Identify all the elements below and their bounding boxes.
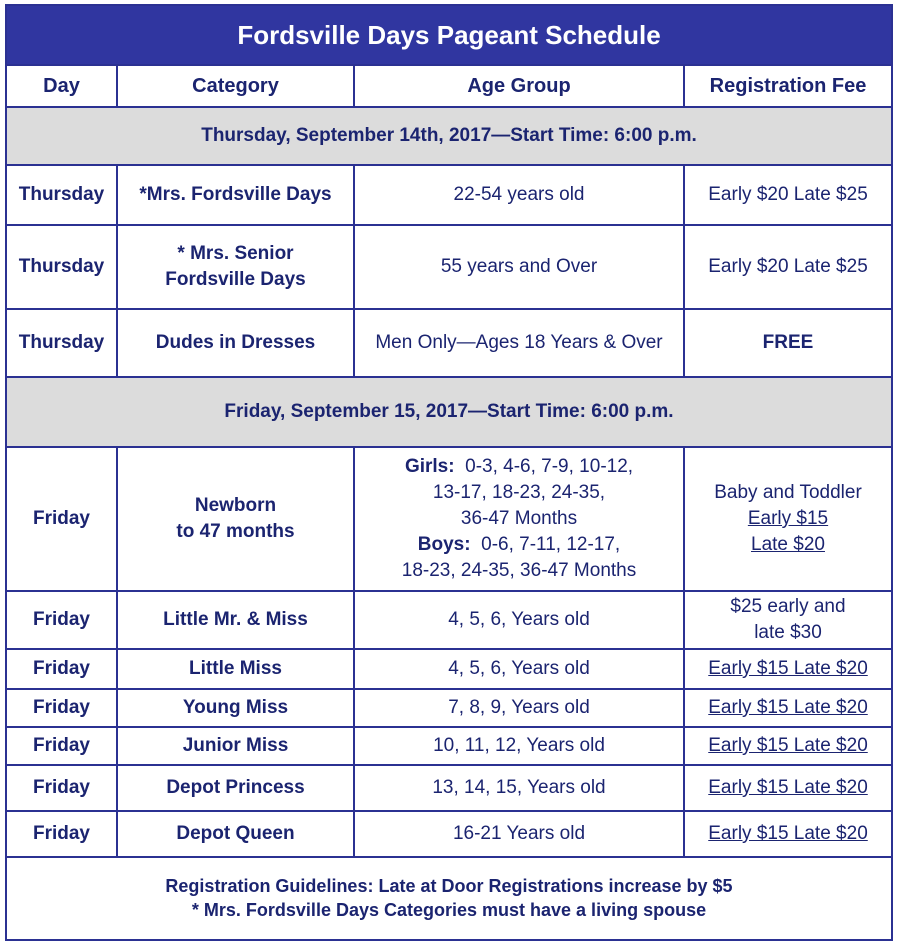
girls-line: 13-17, 18-23, 24-35,	[432, 482, 606, 503]
table-row	[7, 309, 891, 377]
fee-cell: Early $20 Late $25	[684, 225, 891, 309]
fee-cell: Early $15 Late $20	[684, 811, 891, 857]
age-cell: 16-21 Years old	[354, 811, 684, 857]
fee-cell	[684, 591, 891, 649]
category-cell: Depot Queen	[117, 811, 354, 857]
header-registration-fee: Registration Fee	[684, 65, 891, 107]
category-cell: Dudes in Dresses	[117, 309, 354, 377]
age-cell: 22-54 years old	[354, 165, 684, 225]
age-cell: 7, 8, 9, Years old	[354, 689, 684, 727]
friday-band: Friday, September 15, 2017—Start Time: 6:00 p.m.	[7, 377, 891, 447]
boys-line: 18-23, 24-35, 36-47 Months	[401, 560, 637, 581]
table-row	[7, 811, 891, 857]
category-cell: Young Miss	[117, 689, 354, 727]
fee-cell: Early $15 Late $20	[684, 765, 891, 811]
age-cell: 55 years and Over	[354, 225, 684, 309]
schedule-table	[7, 6, 891, 938]
age-cell: 4, 5, 6, Years old	[354, 591, 684, 649]
category-line: Newborn	[194, 495, 277, 516]
fee-cell: Early $15 Late $20	[684, 727, 891, 765]
thursday-band: Thursday, September 14th, 2017—Start Time: 6:00 p.m.	[7, 107, 891, 165]
age-cell: 13, 14, 15, Years old	[354, 765, 684, 811]
category-cell: Depot Princess	[117, 765, 354, 811]
day-cell: Friday	[7, 591, 117, 649]
table-row	[7, 225, 891, 309]
girls-ages: 0-3, 4-6, 7-9, 10-12,	[465, 456, 634, 477]
day-cell: Friday	[7, 727, 117, 765]
girls-line	[359, 454, 679, 480]
table-row	[7, 727, 891, 765]
page-title: Fordsville Days Pageant Schedule	[7, 6, 891, 65]
category-line: * Mrs. Senior	[177, 243, 294, 264]
header-age-group: Age Group	[354, 65, 684, 107]
header-category: Category	[117, 65, 354, 107]
day-cell: Friday	[7, 447, 117, 591]
thursday-band-row	[7, 107, 891, 165]
fee-line: Late $20	[751, 534, 825, 555]
age-cell: Men Only—Ages 18 Years & Over	[354, 309, 684, 377]
registration-guidelines	[7, 857, 891, 938]
fee-line: Baby and Toddler	[714, 482, 862, 503]
title-row	[7, 6, 891, 65]
fee-cell: FREE	[684, 309, 891, 377]
fee-line: $25 early and	[730, 596, 846, 617]
header-day: Day	[7, 65, 117, 107]
fee-cell: Early $15 Late $20	[684, 649, 891, 689]
girls-label: Girls:	[404, 456, 455, 477]
fee-line: late $30	[754, 622, 822, 643]
fee-line: Early $15	[747, 508, 829, 529]
category-cell: Junior Miss	[117, 727, 354, 765]
day-cell: Friday	[7, 649, 117, 689]
category-cell: *Mrs. Fordsville Days	[117, 165, 354, 225]
footer-row	[7, 857, 891, 938]
age-cell: 4, 5, 6, Years old	[354, 649, 684, 689]
age-cell: 10, 11, 12, Years old	[354, 727, 684, 765]
table-row	[7, 649, 891, 689]
boys-label: Boys:	[417, 534, 471, 555]
fee-cell: Early $15 Late $20	[684, 689, 891, 727]
category-cell: Little Miss	[117, 649, 354, 689]
guideline-line: * Mrs. Fordsville Days Categories must have a living spouse	[191, 900, 707, 920]
day-cell: Thursday	[7, 165, 117, 225]
day-cell: Thursday	[7, 309, 117, 377]
category-line: Fordsville Days	[165, 269, 306, 290]
category-line: to 47 months	[176, 521, 295, 542]
guideline-line: Registration Guidelines: Late at Door Registrations increase by $5	[165, 876, 733, 896]
table-row	[7, 689, 891, 727]
friday-band-row	[7, 377, 891, 447]
table-row	[7, 165, 891, 225]
category-cell	[117, 225, 354, 309]
day-cell: Friday	[7, 811, 117, 857]
fee-cell: Early $20 Late $25	[684, 165, 891, 225]
table-row	[7, 591, 891, 649]
table-row	[7, 447, 891, 591]
day-cell: Friday	[7, 689, 117, 727]
table-row	[7, 765, 891, 811]
category-cell: Little Mr. & Miss	[117, 591, 354, 649]
category-cell	[117, 447, 354, 591]
schedule-frame	[5, 4, 893, 941]
age-cell	[354, 447, 684, 591]
day-cell: Friday	[7, 765, 117, 811]
boys-line	[359, 532, 679, 558]
fee-cell	[684, 447, 891, 591]
girls-line: 36-47 Months	[460, 508, 578, 529]
header-row	[7, 65, 891, 107]
boys-ages: 0-6, 7-11, 12-17,	[481, 534, 621, 555]
day-cell: Thursday	[7, 225, 117, 309]
